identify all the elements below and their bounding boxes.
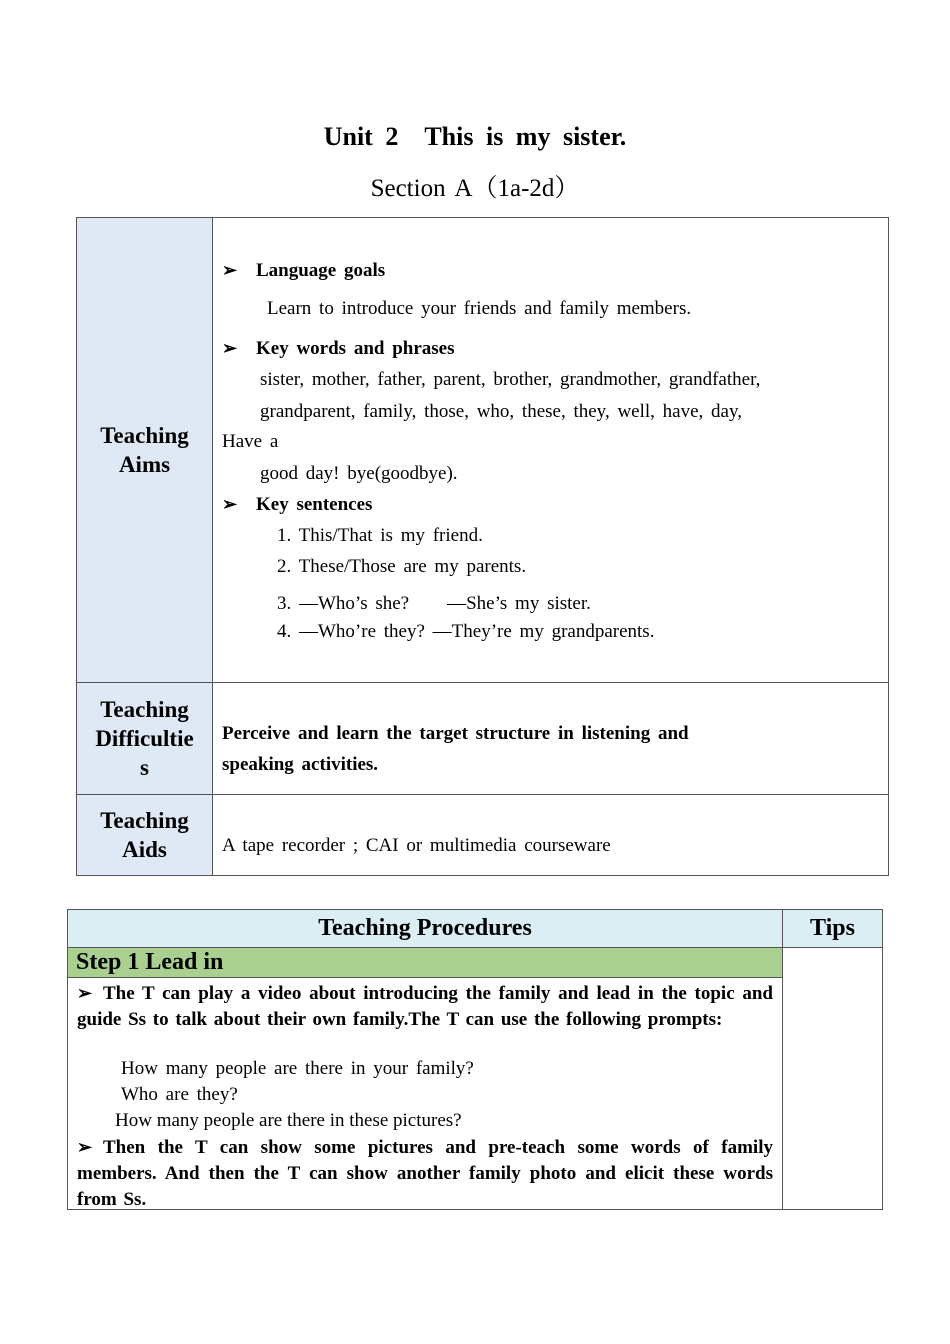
label-line: Aids xyxy=(122,837,167,862)
label-line: s xyxy=(140,755,149,780)
key-sentence: 4. —Who’re they? —They’re my grandparents. xyxy=(277,621,655,642)
teaching-difficulties-content xyxy=(213,683,889,795)
procedure-paragraph: ➢ Then the T can show some pictures and pre-teach some words of family members. And then the T can show another family photo and elicit these words from Ss. xyxy=(77,1134,773,1213)
teaching-aims-table xyxy=(76,217,889,876)
arrow-bullet-icon: ➢ xyxy=(77,1137,93,1157)
label-line: Teaching xyxy=(100,423,189,448)
language-goals-heading: ➢ Language goals xyxy=(222,260,386,281)
step-1-body xyxy=(68,978,783,1210)
teaching-aids-row xyxy=(77,795,889,876)
key-sentences-heading: ➢ Key sentences xyxy=(222,494,373,515)
prompt-line: How many people are there in these pictures? xyxy=(115,1110,462,1131)
prompt-line: Who are they? xyxy=(121,1084,238,1105)
prompt-line: How many people are there in your family? xyxy=(121,1058,474,1079)
tips-header: Tips xyxy=(783,910,883,948)
page-subtitle: Section A（1a-2d） xyxy=(370,175,580,202)
teaching-procedures-table xyxy=(67,909,883,1210)
arrow-bullet-icon: ➢ xyxy=(222,494,238,514)
teaching-difficulties-row xyxy=(77,683,889,795)
key-sentence: 2. These/Those are my parents. xyxy=(277,556,527,577)
key-words-line: grandparent, family, those, who, these, they, well, have, day, xyxy=(260,401,742,422)
label-line: Difficultie xyxy=(95,726,194,751)
key-sentence: 3. —Who’s she? —She’s my sister. xyxy=(277,593,591,614)
teaching-aims-content xyxy=(213,218,889,683)
arrow-bullet-icon: ➢ xyxy=(222,260,238,280)
label-line: Teaching xyxy=(100,697,189,722)
step-1-body-row xyxy=(68,978,883,1210)
procedures-header-row xyxy=(68,910,883,948)
tips-cell xyxy=(783,948,883,1210)
procedure-paragraph: ➢ The T can play a video about introducing the family and lead in the topic and guide Ss to talk about their own family.The T can use the following prompts: xyxy=(77,980,773,1033)
label-line: Teaching xyxy=(100,808,189,833)
label-line: Aims xyxy=(118,452,171,477)
key-words-line: good day! bye(goodbye). xyxy=(260,463,458,484)
difficulties-line: speaking activities. xyxy=(222,753,379,775)
page-title: Unit 2 This is my sister. xyxy=(323,122,627,151)
arrow-bullet-icon: ➢ xyxy=(77,983,93,1003)
key-words-line: sister, mother, father, parent, brother, grandmother, grandfather, xyxy=(260,369,761,390)
teaching-difficulties-label xyxy=(77,683,213,795)
procedures-header: Teaching Procedures xyxy=(68,910,783,948)
language-goals-text: Learn to introduce your friends and family members. xyxy=(267,298,692,319)
key-words-heading: ➢ Key words and phrases xyxy=(222,338,455,359)
step-1-row xyxy=(68,948,883,978)
teaching-aids-label xyxy=(77,795,213,876)
step-1-title: Step 1 Lead in xyxy=(68,948,783,978)
teaching-aids-content: A tape recorder ; CAI or multimedia courseware xyxy=(213,795,889,876)
key-words-line: Have a xyxy=(222,431,279,452)
teaching-aims-row xyxy=(77,218,889,683)
teaching-aims-label xyxy=(77,218,213,683)
key-sentence: 1. This/That is my friend. xyxy=(277,525,483,546)
difficulties-line: Perceive and learn the target structure in listening and xyxy=(222,722,689,744)
arrow-bullet-icon: ➢ xyxy=(222,338,238,358)
